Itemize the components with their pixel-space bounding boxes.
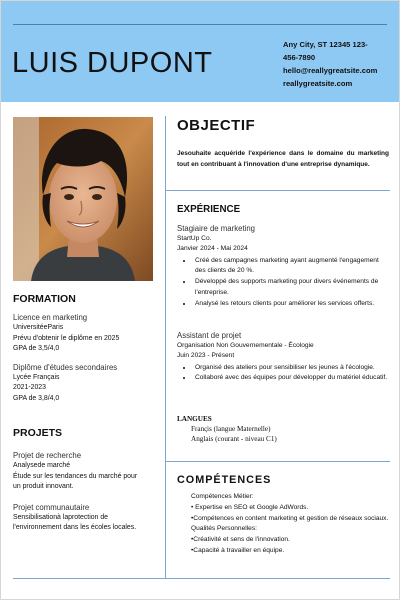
experience-rule bbox=[165, 461, 390, 462]
formation-degree: Diplôme d'études secondaires bbox=[13, 362, 118, 372]
projet-line: Étude sur les tendances du marché pour bbox=[13, 472, 138, 480]
langues-heading: LANGUES bbox=[177, 415, 212, 423]
competences-heading: COMPÉTENCES bbox=[177, 474, 272, 486]
projet-line: Analysede marché bbox=[13, 462, 71, 469]
formation-line: GPA de 3,5/4,0 bbox=[13, 345, 60, 353]
projet-line: l'environnement dans les écoles locales. bbox=[13, 524, 137, 532]
contact-info bbox=[283, 38, 395, 90]
projet-name: Projet de recherche bbox=[13, 451, 82, 460]
competence-line: •Capacité à travailler en équipe. bbox=[191, 546, 285, 554]
formation-line: 2021-2023 bbox=[13, 384, 46, 392]
job-bullet: • Développé des supports marketing pour divers événements de l'entreprise. bbox=[193, 277, 389, 299]
langue-item: Franςis (langue Maternelle) bbox=[191, 425, 271, 434]
job-bullet: • Créé des campagnes marketing ayant augmenté l'engagement des clients de 20 %. bbox=[193, 256, 389, 278]
competence-line: • Expertise en SEO et Google AdWords. bbox=[191, 503, 309, 511]
contact-address-line2: 456-7890 bbox=[283, 53, 316, 62]
formation-line: Prévu d'obtenir le diplôme en 2025 bbox=[13, 334, 120, 342]
left-bottom-rule bbox=[13, 578, 165, 579]
job-entry bbox=[177, 331, 389, 384]
job-bullets bbox=[177, 256, 389, 310]
job-dates: Juin 2023 - Présent bbox=[177, 351, 235, 359]
langue-item: Anglais (courant - niveau C1) bbox=[191, 435, 277, 444]
job-entry bbox=[177, 224, 389, 310]
formation-degree: Licence en marketing bbox=[13, 313, 88, 322]
job-bullet: • Analysé les retours clients pour améliorer les services offerts. bbox=[193, 299, 389, 310]
competence-line: •Créativité et sens de l'innovation. bbox=[191, 536, 290, 544]
header-banner bbox=[1, 1, 399, 102]
formation-heading: FORMATION bbox=[13, 293, 76, 305]
job-role: Assistant de projet bbox=[177, 331, 242, 340]
objectif-heading: OBJECTIF bbox=[177, 117, 256, 134]
formation-line: GPA de 3,8/4,0 bbox=[13, 394, 60, 402]
formation-list bbox=[13, 312, 163, 405]
competence-line: •Compétences en content marketing et gestion de réseaux sociaux. bbox=[191, 514, 389, 522]
profile-photo bbox=[13, 117, 153, 281]
column-divider bbox=[165, 116, 166, 578]
projet-name: Projet communautaire bbox=[13, 502, 90, 512]
header-rule bbox=[13, 24, 387, 25]
objectif-text: Jesouhaite acquéride l'expérience dans le domaine du marketing tout en contribuant à l'innovation d'une entreprise dynamique. bbox=[177, 150, 389, 168]
competences-rule bbox=[165, 578, 390, 579]
projets-list bbox=[13, 450, 163, 534]
job-company: StartUp Co. bbox=[177, 235, 212, 242]
contact-email: hello@reallygreatsite.com bbox=[283, 66, 378, 75]
job-company: Organisation Non Gouvernementale - Écologie bbox=[177, 342, 314, 349]
job-bullets bbox=[177, 363, 389, 385]
langues-block bbox=[177, 414, 277, 445]
projet-line: Sensibilisationà laprotection de bbox=[13, 513, 108, 521]
competences-list bbox=[191, 492, 389, 557]
job-bullet: • Collaboré avec des équipes pour développer du matériel éducatif. bbox=[193, 373, 389, 384]
contact-address-line1: Any City, ST 12345 123- bbox=[283, 40, 368, 49]
projet-line: un produit innovant. bbox=[13, 483, 74, 491]
formation-line: UniversitéeParis bbox=[13, 324, 64, 331]
job-bullet: • Organisé des ateliers pour sensibiliser les jeunes à l'écologie. bbox=[193, 363, 389, 374]
competence-line: Qualités Personnelles: bbox=[191, 525, 257, 533]
objectif-rule bbox=[165, 190, 390, 191]
competence-line: Compétences Métier: bbox=[191, 493, 254, 500]
job-dates: Janvier 2024 - Mai 2024 bbox=[177, 244, 248, 252]
contact-website: reallygreatsite.com bbox=[283, 79, 353, 88]
candidate-name: LUIS DUPONT bbox=[12, 47, 213, 79]
job-role: Stagiaire de marketing bbox=[177, 224, 256, 233]
projets-heading: PROJETS bbox=[13, 427, 63, 439]
experience-heading: EXPÉRIENCE bbox=[177, 204, 241, 215]
formation-line: Lycée Français bbox=[13, 373, 60, 381]
